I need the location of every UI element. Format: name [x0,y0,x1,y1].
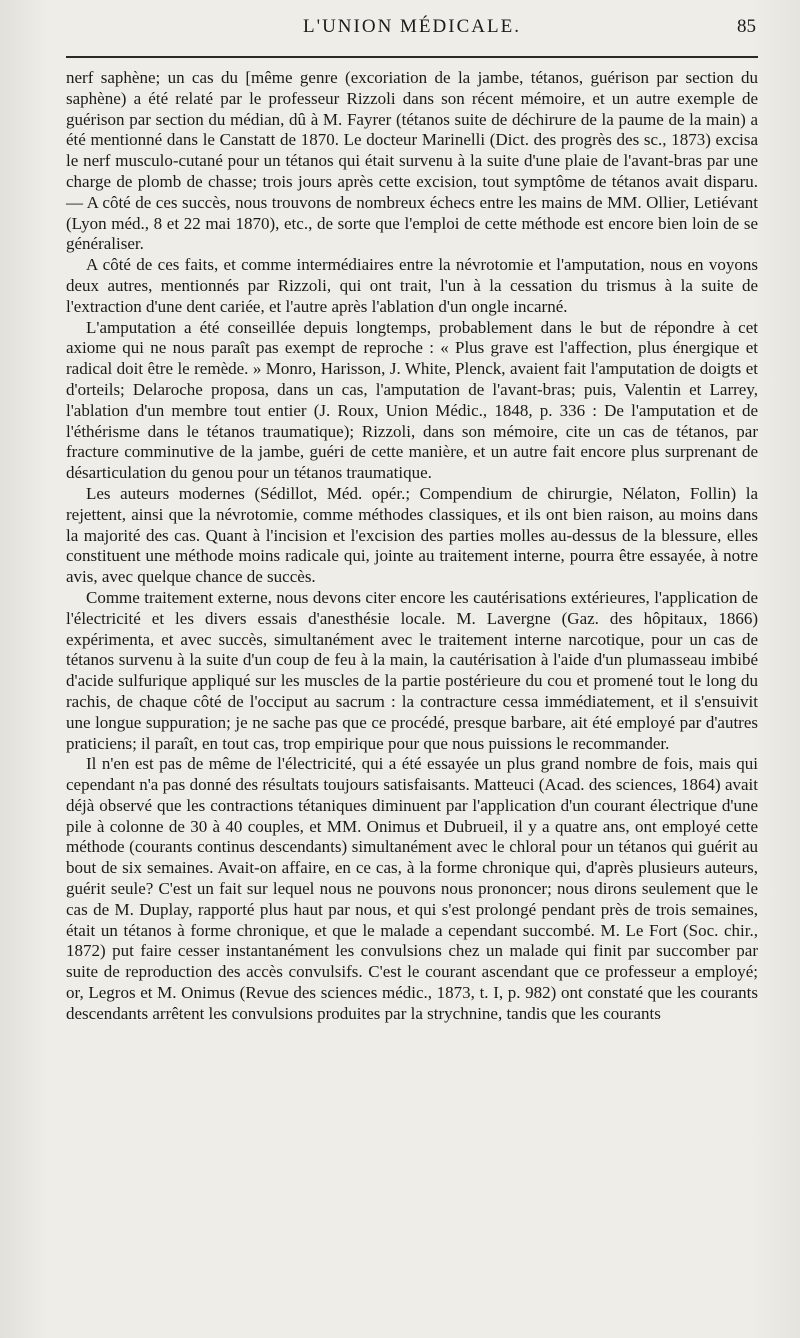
paragraph-2: A côté de ces faits, et comme intermédiaires entre la névrotomie et l'amputation, nous en voyons deux autres, mentionnés par Rizzoli, qui ont trait, l'un à la cessation du trismus à la suite de l'extraction d'une dent cariée, et l'autre après l'ablation d'un ongle incarné. [66,255,758,316]
paragraph-6: Il n'en est pas de même de l'électricité, qui a été essayée un plus grand nombre de fois, mais qui cependant n'a pas donné des résultats toujours satisfaisants. Matteuci (Acad. des sciences, 1864) avait déjà observé que les contractions tétaniques diminuent par l'application d'un courant électrique d'une pile à colonne de 30 à 40 couples, et MM. Onimus et Dubrueil, il y a quatre ans, ont employé cette méthode (courants continus descendants) simultanément avec le chloral pour un tétanos qui guérit au bout de six semaines. Avait-on affaire, en ce cas, à la forme chronique qui, d'après plusieurs auteurs, guérit seule? C'est un fait sur lequel nous ne pouvons nous prononcer; nous dirons seulement que le cas de M. Duplay, rapporté plus haut par nous, et qui s'est prolongé pendant près de trois semaines, était un tétanos à forme chronique, et que le malade a cependant succombé. M. Le Fort (Soc. chir., 1872) put faire cesser instantanément les convulsions chez un malade qui finit par succomber par suite de reproduction des accès convulsifs. C'est le courant ascendant que ce professeur a employé; or, Legros et M. Onimus (Revue des sciences médic., 1873, t. I, p. 982) ont constaté que les courants descendants arrêtent les convulsions produites par la strychnine, tandis que les courants [66,754,758,1023]
paragraph-1: nerf saphène; un cas du [même genre (excoriation de la jambe, tétanos, guérison par section du saphène) a été relaté par le professeur Rizzoli dans son récent mémoire, et un autre exemple de guérison par section du médian, dû à M. Fayrer (tétanos suite de déchirure de la paume de la main) a été mentionné dans le Canstatt de 1870. Le docteur Marinelli (Dict. des progrès des sc., 1873) excisa le nerf musculo-cutané pour un tétanos qui était survenu à la suite d'une plaie de l'avant-bras par une charge de plomb de chasse; trois jours après cette excision, tout symptôme de tétanos avait disparu. — A côté de ces succès, nous trouvons de nombreux échecs entre les mains de MM. Ollier, Letiévant (Lyon méd., 8 et 22 mai 1870), etc., de sorte que l'emploi de cette méthode est encore bien loin de se généraliser. [66,68,758,254]
journal-title: L'UNION MÉDICALE. [303,16,521,37]
header-rule [66,56,758,58]
paragraph-5: Comme traitement externe, nous devons citer encore les cautérisations extérieures, l'application de l'électricité et les divers essais d'anesthésie locale. M. Lavergne (Gaz. des hôpitaux, 1866) expérimenta, et avec succès, simultanément avec le traitement interne narcotique, pour un cas de tétanos survenu à la suite d'un coup de feu à la main, la cautérisation à l'aide d'un plumasseau imbibé d'acide sulfurique appliqué sur les muscles de la partie postérieure du cou et promené tout le long du rachis, de chaque côté de l'occiput au sacrum : la contracture cessa immédiatement, et il s'ensuivit une longue suppuration; je ne sache pas que ce procédé, presque barbare, ait été employé par d'autres praticiens; il paraît, en tout cas, trop empirique pour que nous puissions le recommander. [66,587,758,753]
paragraph-3: L'amputation a été conseillée depuis longtemps, probablement dans le but de répondre à cet axiome qui ne nous paraît pas exempt de reproche : « Plus grave est l'affection, plus énergique et radical doit être le remède. » Monro, Harisson, J. White, Plenck, avaient fait l'amputation de doigts et d'orteils; Delaroche proposa, dans un cas, l'amputation de l'avant-bras; puis, Valentin et Larrey, l'ablation d'un membre tout entier (J. Roux, Union Médic., 1848, p. 336 : De l'amputation et de l'éthérisme dans le tétanos traumatique); Rizzoli, dans son mémoire, cite un cas de tétanos, par fracture comminutive de la jambe, guéri de cette manière, et un autre fait encore plus surprenant de désarticulation du genou pour un tétanos traumatique. [66,317,758,483]
page-number: 85 [737,16,756,37]
running-header [66,12,758,46]
article-body [66,68,758,1025]
paragraph-4: Les auteurs modernes (Sédillot, Méd. opér.; Compendium de chirurgie, Nélaton, Follin) la rejettent, ainsi que la névrotomie, comme méthodes classiques, et ils ont bien raison, au moins dans la majorité des cas. Quant à l'incision et l'excision des parties molles au-dessus de la blessure, elles constituent une méthode moins radicale qui, jointe au traitement interne, pourra être essayée, à notre avis, avec quelque chance de succès. [66,483,758,587]
